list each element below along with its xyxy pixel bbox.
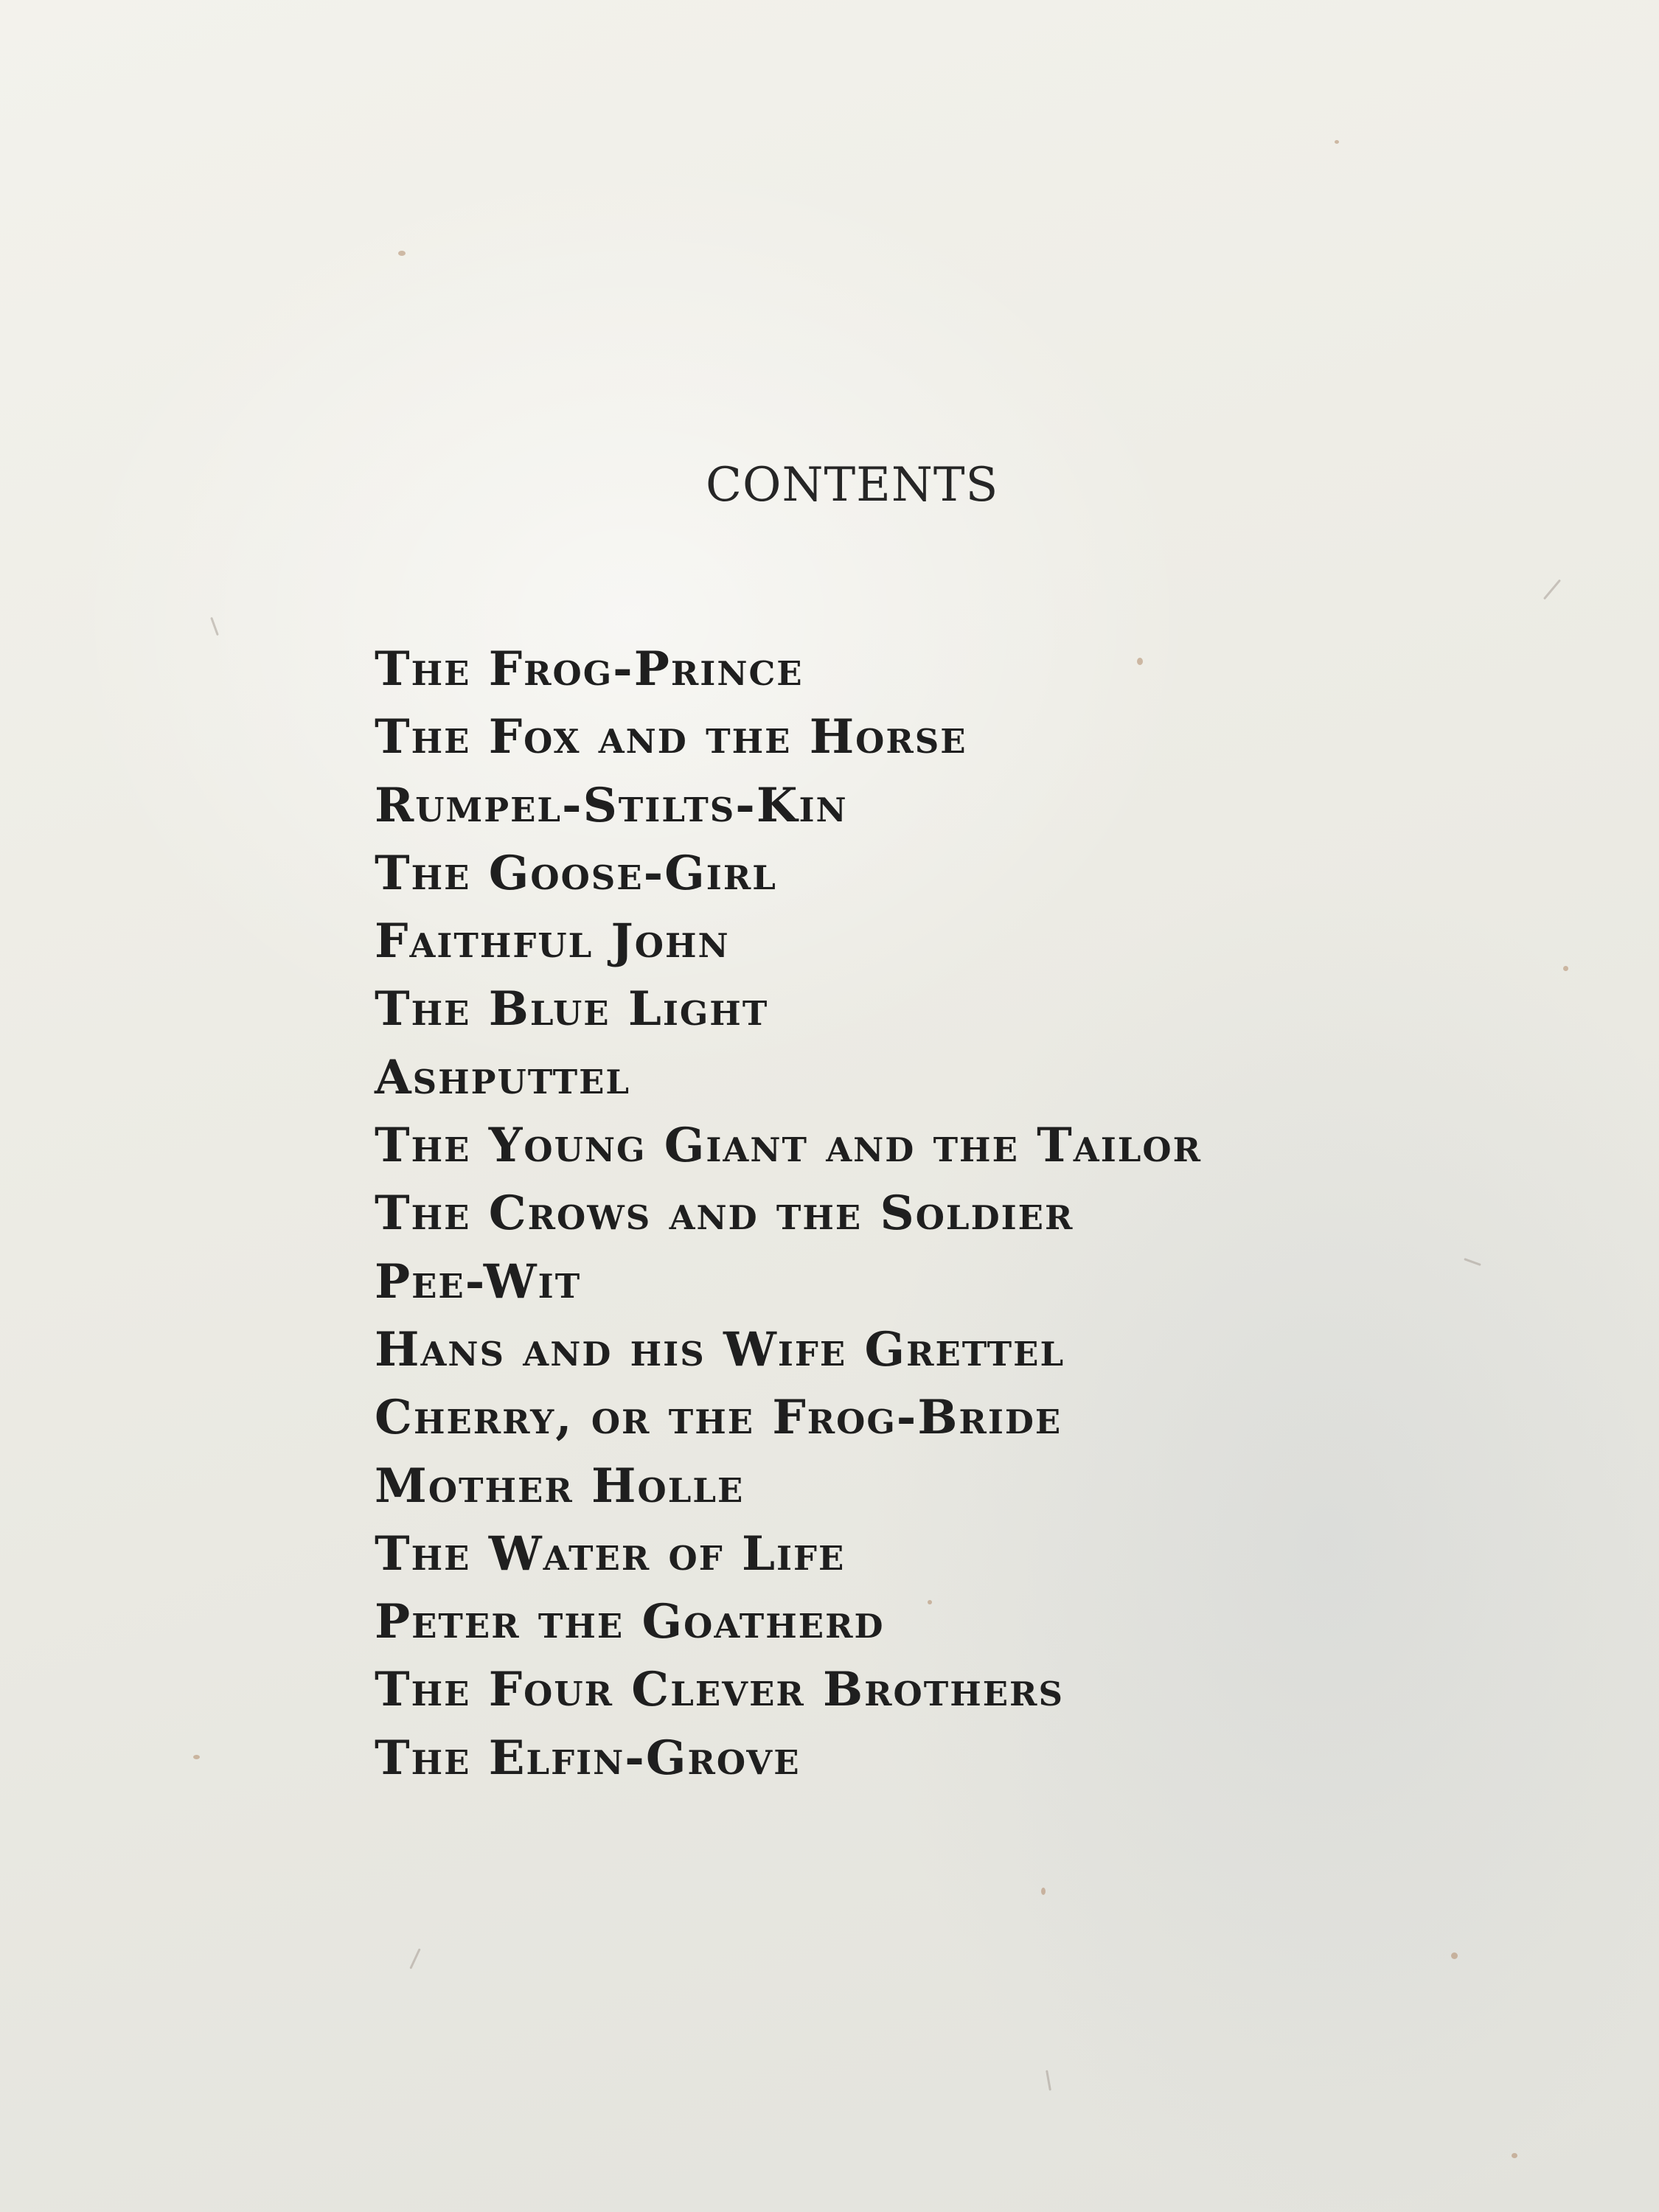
- paper-speck: [398, 251, 406, 256]
- contents-entry: Pee-Wit: [375, 1253, 582, 1310]
- contents-heading: CONTENTS: [706, 458, 999, 512]
- contents-entry: The Young Giant and the Tailor: [375, 1118, 1202, 1174]
- contents-entry: The Four Clever Brothers: [375, 1662, 1064, 1718]
- contents-entry: Peter the Goatherd: [375, 1594, 885, 1650]
- contents-entry: Hans and his Wife Grettel: [375, 1321, 1065, 1377]
- paper-fiber: [409, 1948, 420, 1969]
- contents-entry: Faithful John: [375, 914, 730, 970]
- contents-entry: The Blue Light: [375, 981, 769, 1037]
- paper-speck: [1563, 966, 1568, 971]
- paper-fiber: [210, 617, 219, 636]
- contents-entry: The Water of Life: [375, 1526, 846, 1582]
- contents-entry: Mother Holle: [375, 1458, 745, 1514]
- contents-entry: Cherry, or the Frog-Bride: [375, 1390, 1062, 1446]
- paper-fiber: [1464, 1258, 1481, 1266]
- paper-speck: [1041, 1888, 1046, 1895]
- contents-list: [375, 636, 1202, 1792]
- paper-speck: [1335, 140, 1339, 144]
- contents-entry: The Fox and the Horse: [375, 709, 967, 765]
- contents-entry: Ashputtel: [375, 1049, 631, 1105]
- paper-fiber: [1046, 2070, 1051, 2090]
- contents-entry: The Crows and the Soldier: [375, 1186, 1074, 1242]
- paper-speck: [1512, 2153, 1517, 2158]
- paper-speck: [1451, 1952, 1458, 1959]
- paper-fiber: [1543, 580, 1561, 600]
- contents-entry: The Frog-Prince: [375, 641, 804, 697]
- contents-entry: Rumpel-Stilts-Kin: [375, 777, 848, 833]
- contents-entry: The Goose-Girl: [375, 845, 777, 901]
- paper-speck: [193, 1755, 200, 1759]
- contents-entry: The Elfin-Grove: [375, 1730, 801, 1786]
